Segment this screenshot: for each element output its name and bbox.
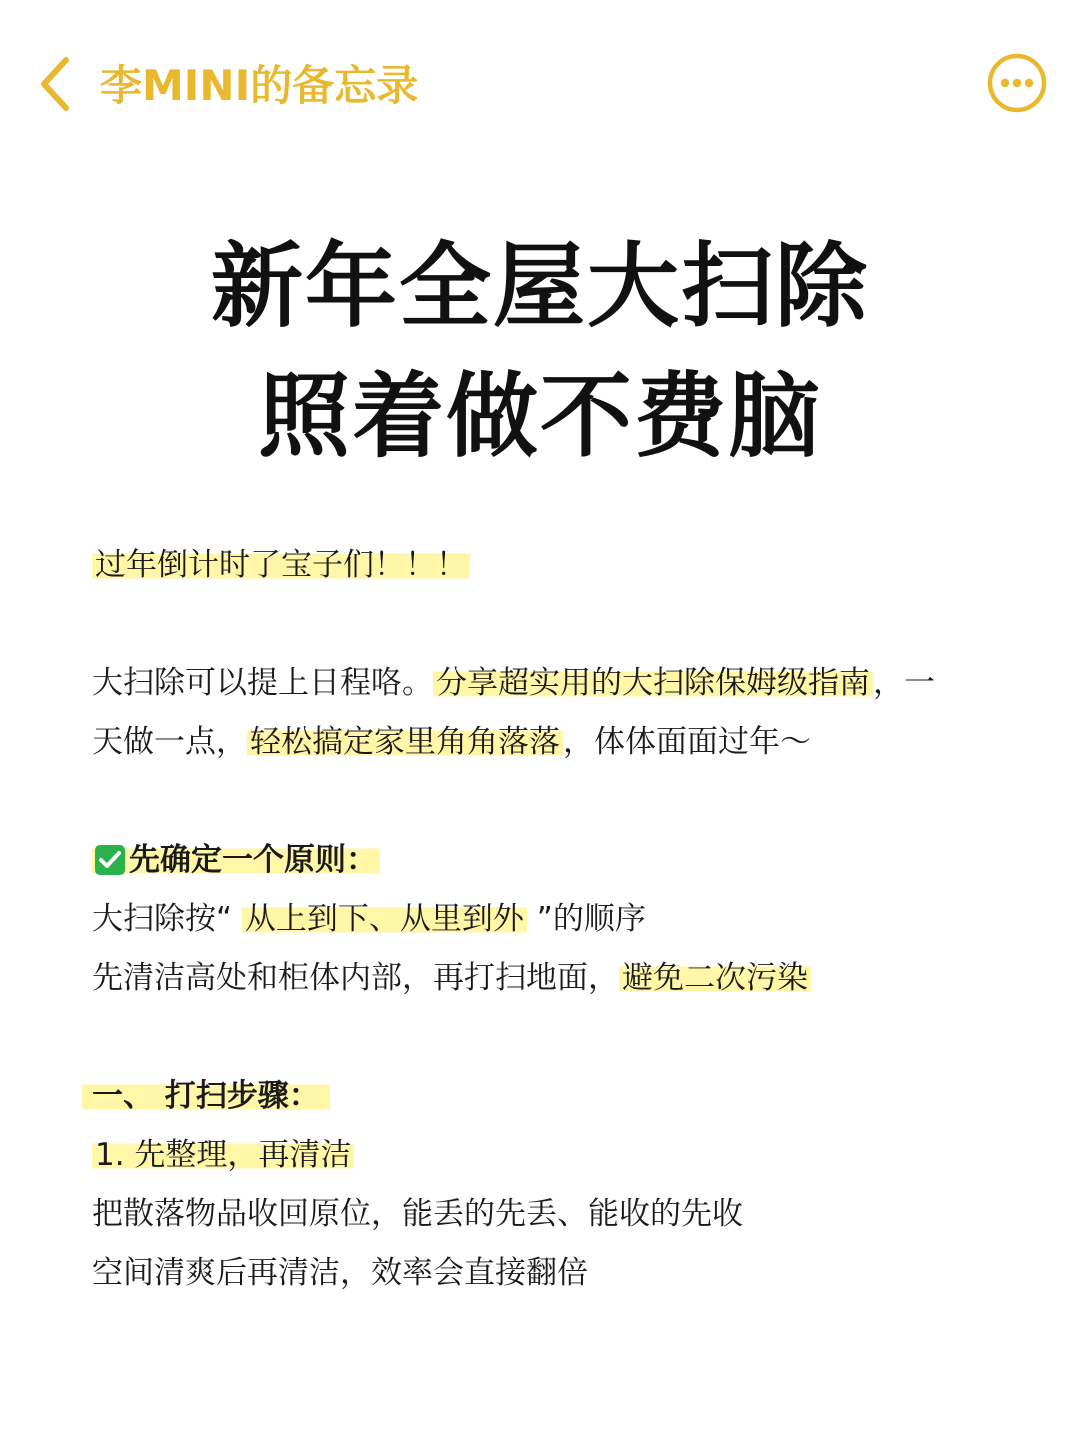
step1-title-highlight: 1. 先整理，再清洁 xyxy=(92,1137,354,1173)
step1-line-2: 空间清爽后再清洁，效率会直接翻倍 xyxy=(92,1255,588,1291)
principle-text-post: ”的顺序 xyxy=(526,901,646,937)
para1-line-2 xyxy=(92,713,992,772)
steps-heading xyxy=(92,1067,992,1126)
principle-heading xyxy=(92,831,992,890)
para1-highlight: 分享超实用的大扫除保姆级指南 xyxy=(433,665,873,701)
spacer xyxy=(92,1008,992,1067)
title-line-2: 照着做不费脑 xyxy=(257,363,822,470)
intro-line xyxy=(92,536,992,595)
page-title xyxy=(0,222,1080,482)
principle-line-3 xyxy=(92,949,992,1008)
title-line-1: 新年全屋大扫除 xyxy=(210,233,869,340)
para1-highlight-2: 轻松搞定家里角角落落 xyxy=(247,724,563,760)
principle-highlight-3: 避免二次污染 xyxy=(619,960,811,996)
spacer xyxy=(92,595,992,654)
para1-text-2-tail: ，体体面面过年～ xyxy=(563,724,811,760)
principle-text-pre: 大扫除按“ xyxy=(92,901,242,937)
para1-text-2: 天做一点， xyxy=(92,724,247,760)
note-body xyxy=(92,536,992,1303)
para1-text: 大扫除可以提上日程咯。 xyxy=(92,665,433,701)
para1-line-1 xyxy=(92,654,992,713)
back-button[interactable] xyxy=(34,54,78,114)
step1-line-1: 把散落物品收回原位，能丢的先丢、能收的先收 xyxy=(92,1196,743,1232)
nav-title: 李MINI的备忘录 xyxy=(100,61,419,110)
steps-heading-highlight: 一、 打扫步骤： xyxy=(82,1078,330,1114)
principle-text-3: 先清洁高处和柜体内部，再打扫地面， xyxy=(92,960,619,996)
more-dots-icon xyxy=(986,52,1048,114)
chevron-left-icon xyxy=(34,54,78,114)
principle-heading-text: 先确定一个原则： xyxy=(129,842,377,878)
principle-highlight: 从上到下、从里到外 xyxy=(242,901,527,937)
more-button[interactable] xyxy=(986,52,1048,114)
para1-text-tail: ，一 xyxy=(873,665,935,701)
principle-heading-highlight xyxy=(92,842,380,878)
step1-title xyxy=(92,1126,992,1185)
spacer xyxy=(92,772,992,831)
intro-highlight: 过年倒计时了宝子们！！！ xyxy=(92,547,470,583)
check-mark-icon xyxy=(95,845,125,875)
principle-line-2 xyxy=(92,890,992,949)
nav-bar xyxy=(0,0,1080,170)
